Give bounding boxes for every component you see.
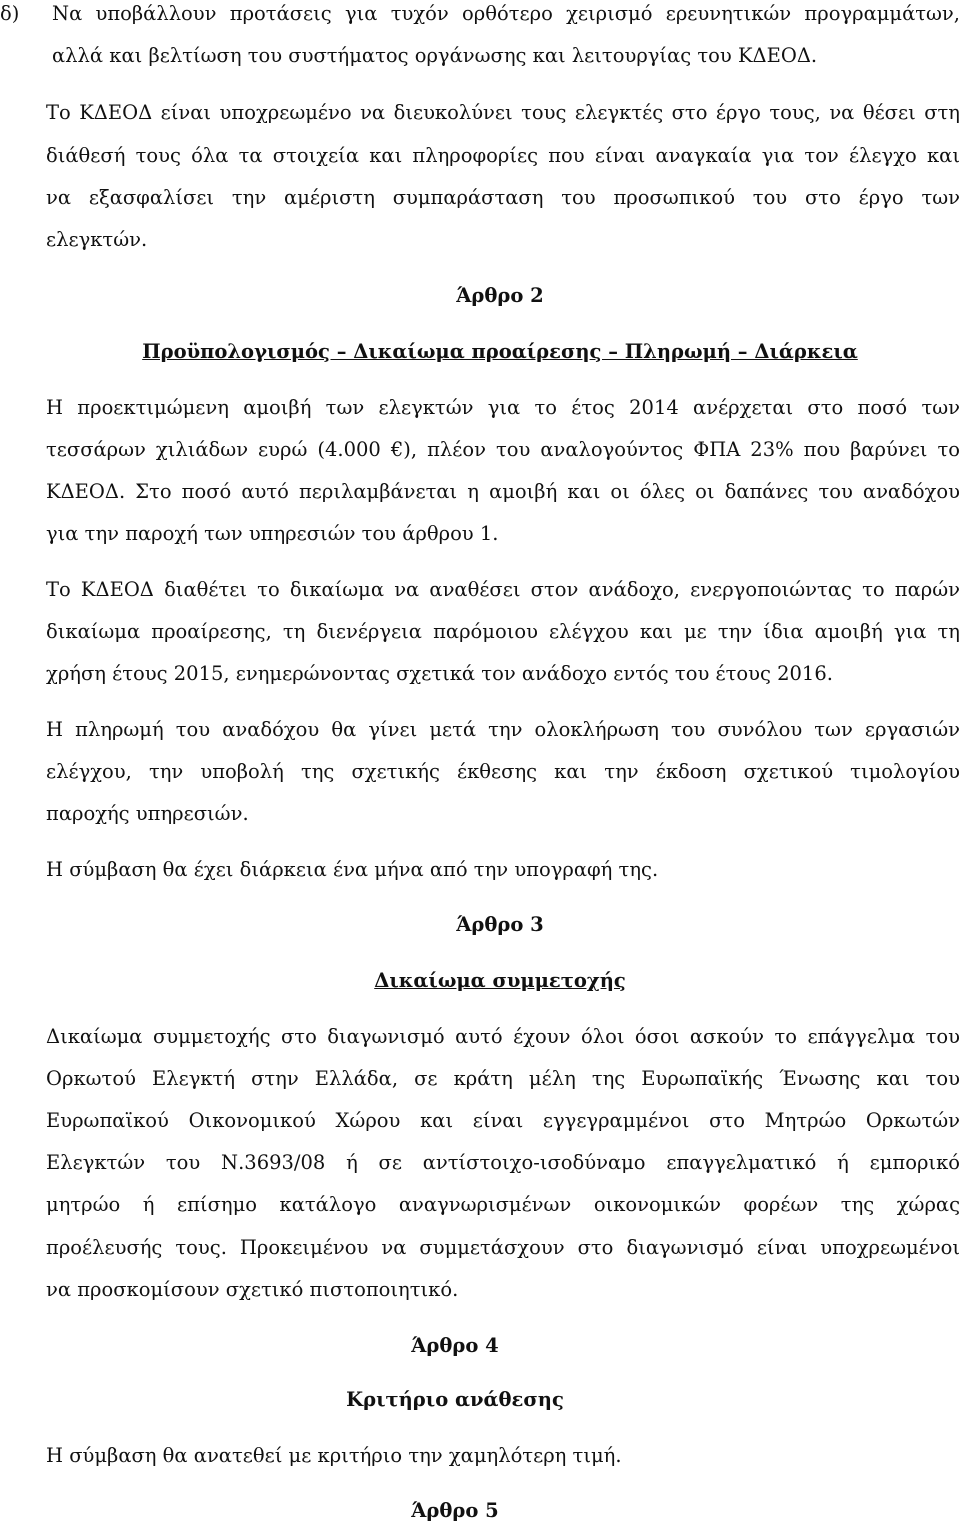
text-line: Δικαίωμα συμμετοχής στο διαγωνισμό αυτό έχουν όλοι όσοι ασκούν το επάγγελμα του	[46, 1025, 960, 1048]
text-line: τεσσάρων χιλιάδων ευρώ (4.000 €), πλέον του αναλογούντος ΦΠΑ 23% που βαρύνει το	[46, 438, 960, 461]
article-title-text: Προϋπολογισμός – Δικαίωμα προαίρεσης – Πληρωμή – Διάρκεια	[142, 340, 858, 363]
article-heading: Άρθρο 2	[456, 284, 544, 307]
text-line: Το ΚΔΕΟΔ είναι υποχρεωμένο να διευκολύνει τους ελεγκτές στο έργο τους, να θέσει στη	[46, 101, 960, 124]
article-heading: Άρθρο 3	[456, 913, 544, 936]
text-line: δικαίωμα προαίρεσης, τη διενέργεια παρόμοιου ελέγχου και με την ίδια αμοιβή για τη	[46, 620, 960, 643]
text-line: για την παροχή των υπηρεσιών του άρθρου 1.	[46, 522, 499, 545]
text-line: Η πληρωμή του αναδόχου θα γίνει μετά την ολοκλήρωση του συνόλου των εργασιών	[46, 718, 960, 741]
text-line: ελεγκτών.	[46, 228, 148, 251]
text-line: χρήση έτους 2015, ενημερώνοντας σχετικά τον ανάδοχο εντός του έτους 2016.	[46, 662, 833, 685]
text-line: να προσκομίσουν σχετικό πιστοποιητικό.	[46, 1278, 459, 1301]
article-heading: Άρθρο 4	[411, 1334, 499, 1357]
text-line: να εξασφαλίσει την αμέριστη συμπαράσταση του προσωπικού του στο έργο των	[46, 186, 960, 209]
text-line: Ορκωτού Ελεγκτή στην Ελλάδα, σε κράτη μέλη της Ευρωπαϊκής Ένωσης και του	[46, 1067, 960, 1090]
text-line: Το ΚΔΕΟΔ διαθέτει το δικαίωμα να αναθέσει στον ανάδοχο, ενεργοποιώντας το παρών	[46, 578, 960, 601]
text-line: Ελεγκτών του Ν.3693/08 ή σε αντίστοιχο-ισοδύναμο επαγγελματικό ή εμπορικό	[46, 1151, 960, 1174]
text-line: προέλευσής τους. Προκειμένου να συμμετάσχουν στο διαγωνισμό είναι υποχρεωμένοι	[46, 1236, 960, 1259]
article-title	[0, 338, 960, 366]
text-line: αλλά και βελτίωση του συστήματος οργάνωσης και λειτουργίας του ΚΔΕΟΔ.	[52, 44, 818, 67]
text-line: μητρώο ή επίσημο κατάλογο αναγνωρισμένων οικονομικών φορέων της χώρας	[46, 1193, 960, 1216]
text-line: ελέγχου, την υποβολή της σχετικής έκθεσης και την έκδοση σχετικού τιμολογίου	[46, 760, 960, 783]
text-line: Η σύμβαση θα έχει διάρκεια ένα μήνα από την υπογραφή της.	[46, 858, 659, 881]
text-line: ΚΔΕΟΔ. Στο ποσό αυτό περιλαμβάνεται η αμοιβή και οι όλες οι δαπάνες του αναδόχου	[46, 480, 960, 503]
text-line: Ευρωπαϊκού Οικονομικού Χώρου και είναι εγγεγραμμένοι στο Μητρώο Ορκωτών	[46, 1109, 960, 1132]
text-line: Η προεκτιμώμενη αμοιβή των ελεγκτών για το έτος 2014 ανέρχεται στο ποσό των	[46, 396, 960, 419]
article-title	[0, 967, 960, 995]
list-marker: δ)	[0, 2, 20, 25]
text-line: παροχής υπηρεσιών.	[46, 802, 249, 825]
text-line: Η σύμβαση θα ανατεθεί με κριτήριο την χαμηλότερη τιμή.	[46, 1444, 622, 1467]
text-line: διάθεσή τους όλα τα στοιχεία και πληροφορίες που είναι αναγκαία για τον έλεγχο και	[46, 144, 960, 167]
article-title: Κριτήριο ανάθεσης	[346, 1388, 564, 1411]
article-heading: Άρθρο 5	[411, 1499, 499, 1522]
article-title-text: Δικαίωμα συμμετοχής	[374, 969, 626, 992]
text-line: Να υποβάλλουν προτάσεις για τυχόν ορθότερο χειρισμό ερευνητικών προγραμμάτων,	[52, 2, 960, 25]
